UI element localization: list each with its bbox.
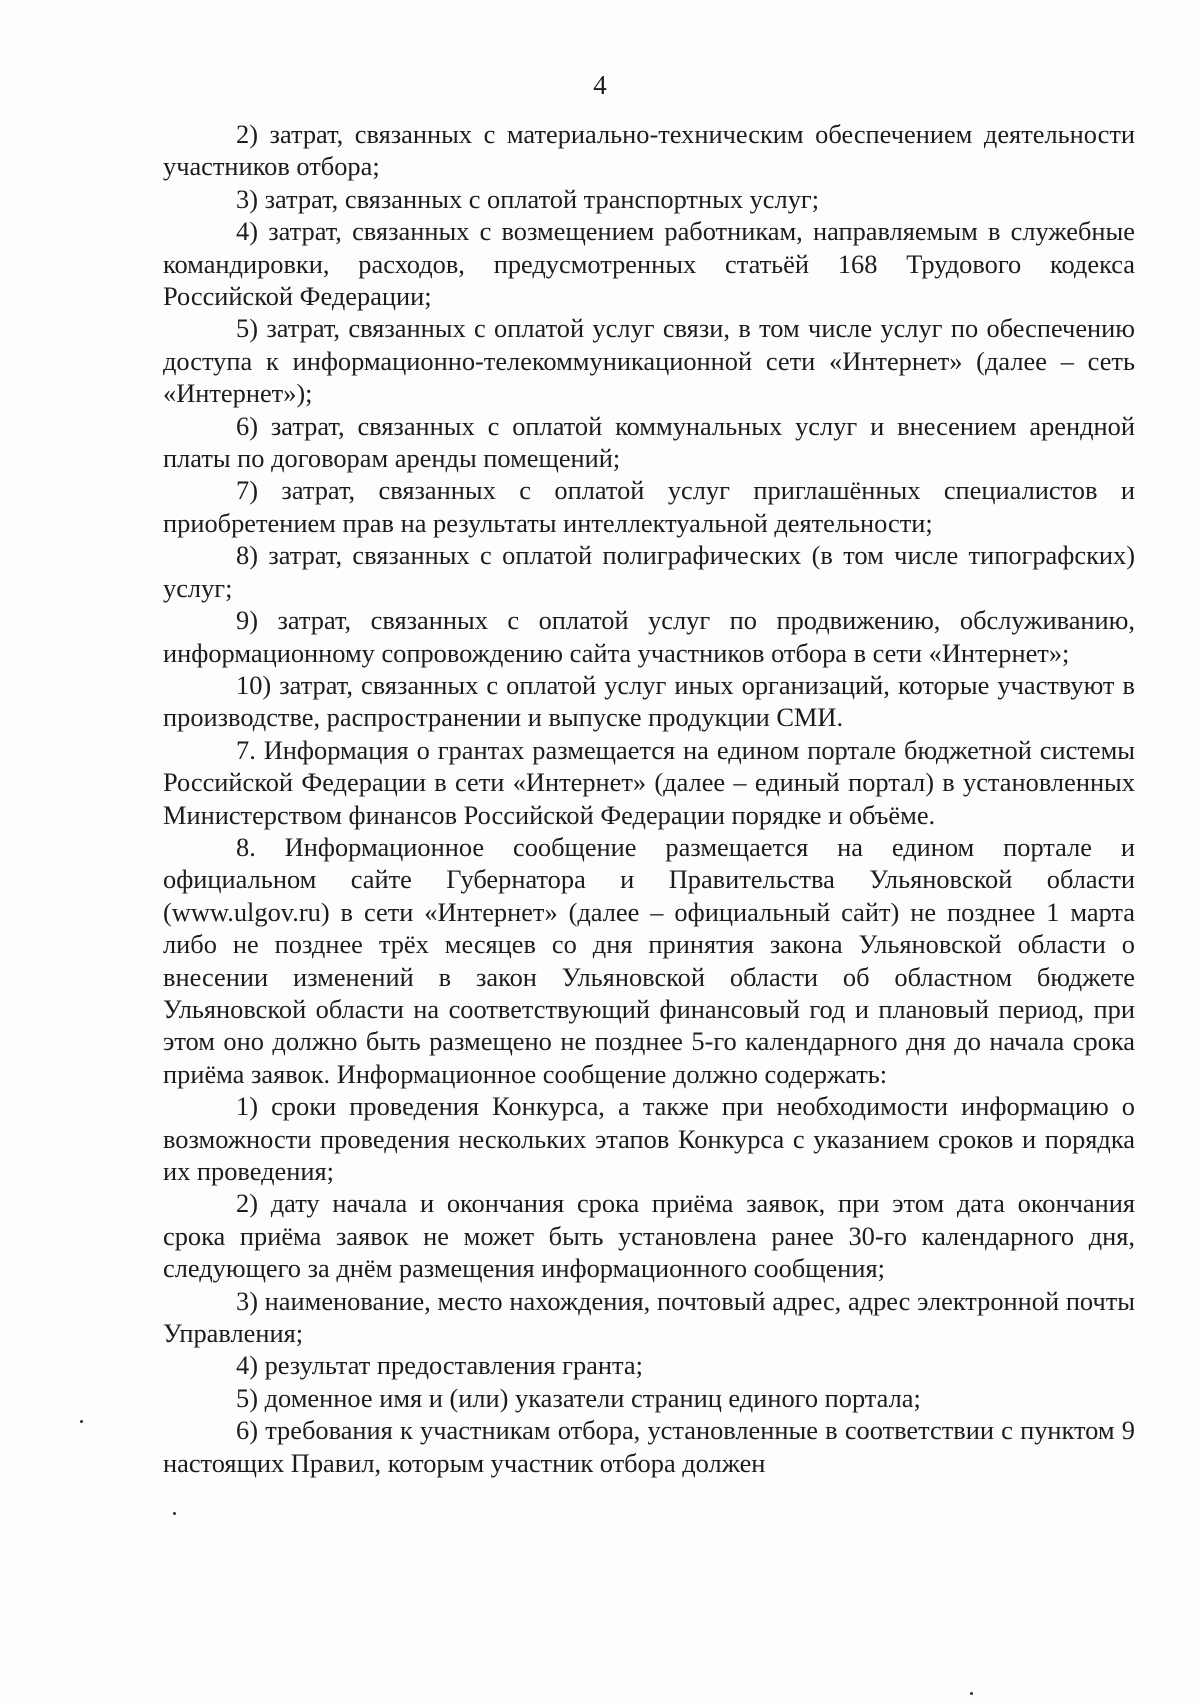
paragraph: 1) сроки проведения Конкурса, а также при необходимости информацию о возможности проведения нескольких этапов Конкурса с указанием сроков и порядка их проведения; xyxy=(163,1091,1135,1186)
paragraph: 8) затрат, связанных с оплатой полиграфических (в том числе типографских) услуг; xyxy=(163,540,1135,603)
document-body xyxy=(163,118,1135,1479)
paragraph: 2) дату начала и окончания срока приёма заявок, при этом дата окончания срока приёма заявок не может быть установлена ранее 30-го календарного дня, следующего за днём размещения информационного сообщения; xyxy=(163,1188,1135,1284)
paragraph: 6) требования к участникам отбора, установленные в соответствии с пунктом 9 настоящих Правил, которым участник отбора должен xyxy=(163,1415,1135,1478)
scan-speck xyxy=(80,1420,83,1423)
paragraph: 4) затрат, связанных с возмещением работникам, направляемым в служебные командировки, расходов, предусмотренных статьёй 168 Трудового кодекса Российской Федерации; xyxy=(163,216,1135,312)
scan-speck xyxy=(970,1692,973,1695)
paragraph: 5) доменное имя и (или) указатели страниц единого портала; xyxy=(236,1382,921,1413)
paragraph: 7. Информация о грантах размещается на едином портале бюджетной системы Российской Федерации в сети «Интернет» (далее – единый портал) в установленных Министерством финансов Российской Федерации порядке и объёме. xyxy=(163,734,1135,830)
paragraph: 2) затрат, связанных с материально-техническим обеспечением деятельности участников отбора; xyxy=(163,119,1135,182)
paragraph: 8. Информационное сообщение размещается на едином портале и официальном сайте Губернатора и Правительства Ульяновской области (www.ulgov.ru) в сети «Интернет» (далее – официальный сайт) не позднее 1 марта либо не позднее трёх месяцев со дня принятия закона Ульяновской области о внесении изменений в закон Ульяновской области об областном бюджете Ульяновской области на соответствующий финансовый год и плановый период, при этом оно должно быть размещено не позднее 5-го календарного дня до начала срока приёма заявок. Информационное сообщение должно содержать: xyxy=(163,831,1135,1089)
paragraph: 3) затрат, связанных с оплатой транспортных услуг; xyxy=(236,183,820,214)
paragraph: 6) затрат, связанных с оплатой коммунальных услуг и внесением арендной платы по договорам аренды помещений; xyxy=(163,410,1135,474)
paragraph: 7) затрат, связанных с оплатой услуг приглашённых специалистов и приобретением прав на результаты интеллектуальной деятельности; xyxy=(163,475,1135,538)
paragraph: 10) затрат, связанных с оплатой услуг иных организаций, которые участвуют в производстве, распространении и выпуске продукции СМИ. xyxy=(163,669,1135,733)
paragraph: 3) наименование, место нахождения, почтовый адрес, адрес электронной почты Управления; xyxy=(163,1285,1135,1349)
paragraph: 5) затрат, связанных с оплатой услуг связи, в том числе услуг по обеспечению доступа к информационно-телекоммуникационной сети «Интернет» (далее – сеть «Интернет»); xyxy=(163,313,1135,409)
page-number: 4 xyxy=(593,70,607,100)
scan-speck xyxy=(173,1512,176,1515)
paragraph: 4) результат предоставления гранта; xyxy=(236,1350,643,1381)
paragraph: 9) затрат, связанных с оплатой услуг по продвижению, обслуживанию, информационному сопровождению сайта участников отбора в сети «Интернет»; xyxy=(163,605,1135,668)
